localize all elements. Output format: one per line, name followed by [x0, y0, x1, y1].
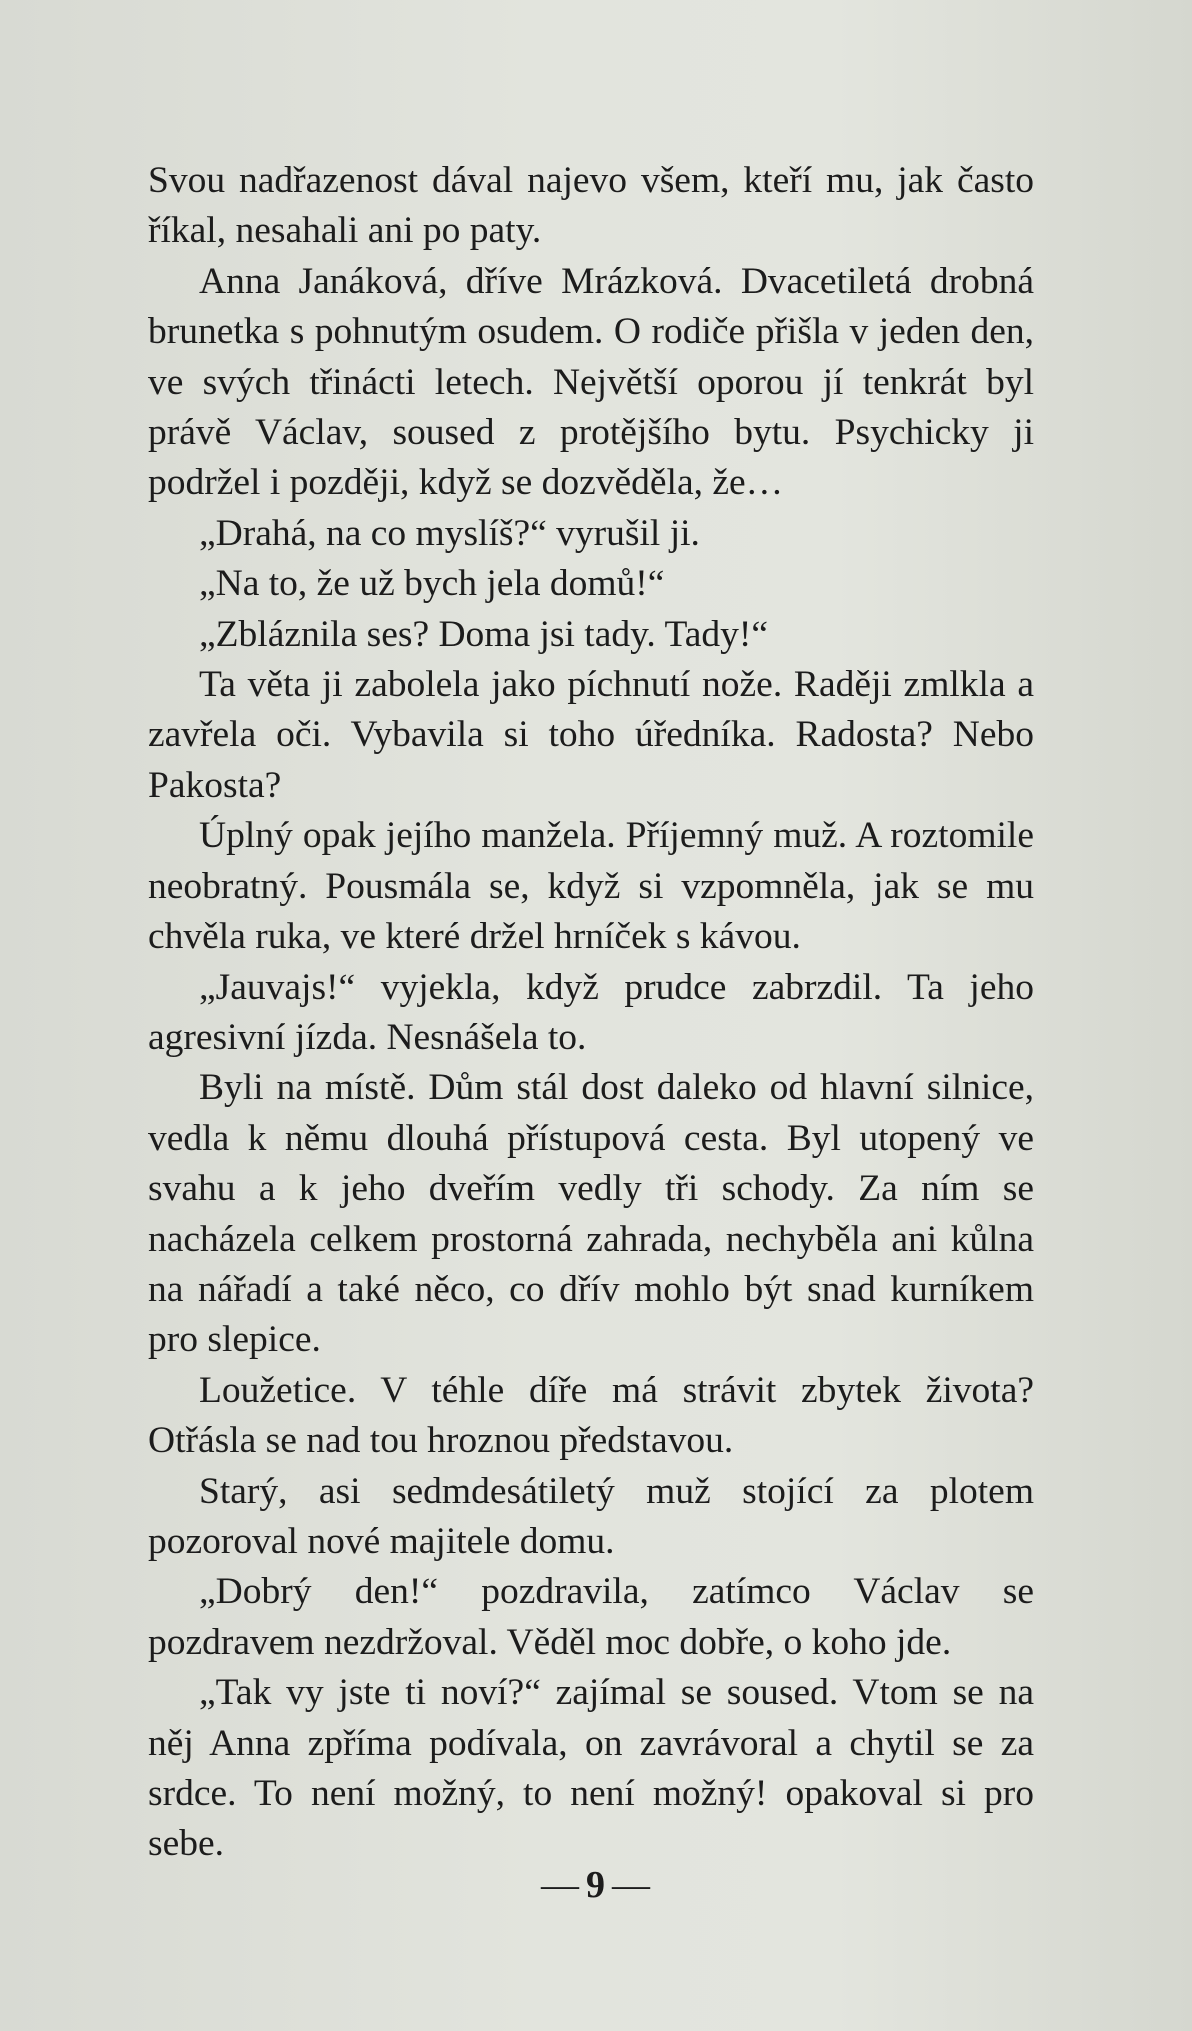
page-number-dash-right: — [612, 1864, 651, 1906]
page-number-value: 9 [586, 1864, 606, 1906]
paragraph: Loužetice. V téhle díře má strávit zbytek života? Otřásla se nad tou hroznou představou. [148, 1369, 1034, 1462]
page-number-dash-left: — [541, 1864, 580, 1906]
paragraph: „Zbláznila ses? Doma jsi tady. Tady!“ [199, 613, 769, 655]
paragraph: Ta věta ji zabolela jako píchnutí nože. Raději zmlkla a zavřela oči. Vybavila si toho úředníka. Radosta? Nebo Pakosta? [148, 664, 1034, 806]
paragraph: Anna Janáková, dříve Mrázková. Dvacetiletá drobná brunetka s pohnutým osudem. O rodiče přišla v jeden den, ve svých třinácti letech. Největší oporou jí tenkrát byl právě Václav, soused z protějšího bytu. Psychicky ji podržel i později, když se dozvěděla, že… [148, 260, 1034, 504]
paragraph: „Jauvajs!“ vyjekla, když prudce zabrzdil. Ta jeho agresivní jízda. Nesnášela to. [148, 966, 1034, 1058]
paragraph: „Drahá, na co myslíš?“ vyrušil ji. [199, 512, 700, 554]
page-number [0, 1860, 1192, 1910]
paragraph: „Tak vy jste ti noví?“ zajímal se soused. Vtom se na něj Anna zpříma podívala, on zavrávoral a chytil se za srdce. To není možný, to není možný! opakoval si pro sebe. [148, 1672, 1034, 1865]
paragraph: „Na to, že už bych jela domů!“ [199, 563, 665, 605]
paragraph: Starý, asi sedmdesátiletý muž stojící za plotem pozoroval nové majitele domu. [148, 1470, 1034, 1562]
body-text [148, 156, 1034, 1870]
paragraph: Byli na místě. Dům stál dost daleko od hlavní silnice, vedla k němu dlouhá přístupová cesta. Byl utopený ve svahu a k jeho dveřím vedly tři schody. Za ním se nacházela celkem prostorná zahrada, nechyběla ani kůlna na nářadí a také něco, co dřív mohlo být snad kurníkem pro slepice. [148, 1067, 1034, 1361]
paragraph: Svou nadřazenost dával najevo všem, kteří mu, jak často říkal, nesahali ani po paty. [148, 160, 1034, 252]
paragraph: Úplný opak jejího manžela. Příjemný muž. A roztomile neobratný. Pousmála se, když si vzpomněla, jak se mu chvěla ruka, ve které držel hrníček s kávou. [148, 815, 1034, 958]
paragraph: „Dobrý den!“ pozdravila, zatímco Václav se pozdravem nezdržoval. Věděl moc dobře, o koho jde. [148, 1571, 1034, 1663]
